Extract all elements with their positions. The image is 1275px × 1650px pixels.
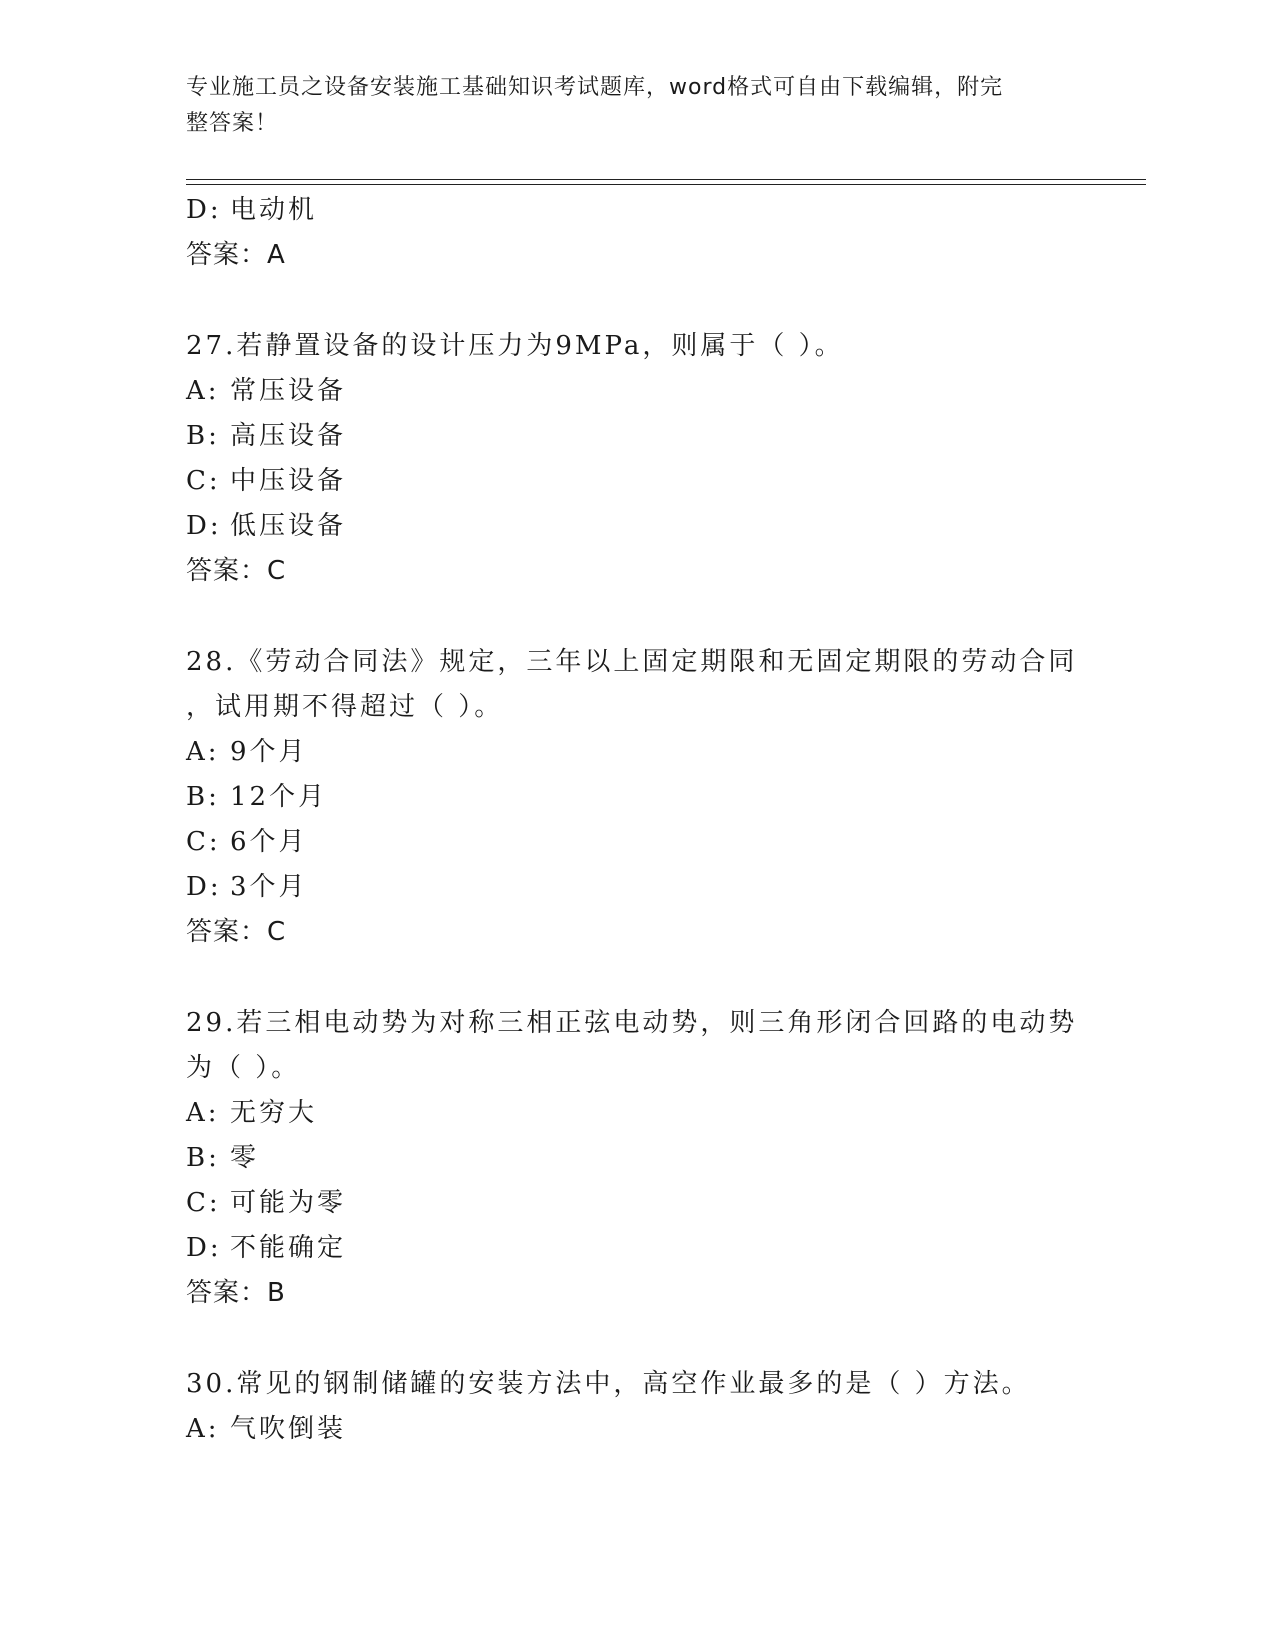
option-text: 无穷大 bbox=[230, 1098, 318, 1128]
option-b bbox=[186, 775, 1086, 820]
option-key: D: bbox=[186, 511, 222, 541]
option-text: 12个月 bbox=[230, 782, 328, 812]
question-text: 28.《劳动合同法》规定，三年以上固定期限和无固定期限的劳动合同 bbox=[186, 647, 1078, 677]
option-key: A: bbox=[186, 737, 220, 767]
option-text: 9个月 bbox=[230, 737, 308, 767]
header-line-2: 整答案！ bbox=[186, 111, 279, 136]
option-text: 低压设备 bbox=[230, 511, 347, 541]
option-text: 可能为零 bbox=[230, 1188, 347, 1218]
option-key: A: bbox=[186, 1414, 220, 1444]
option-text: 高压设备 bbox=[230, 421, 347, 451]
option-key: A: bbox=[186, 1098, 220, 1128]
option-text: 不能确定 bbox=[230, 1233, 347, 1263]
option-key: B: bbox=[186, 782, 220, 812]
spacer bbox=[186, 594, 1086, 640]
option-a bbox=[186, 730, 1086, 775]
option-d bbox=[186, 504, 1086, 549]
option-text: 电动机 bbox=[230, 195, 318, 225]
question-29 bbox=[186, 1001, 1086, 1316]
option-d bbox=[186, 188, 1086, 233]
option-c bbox=[186, 820, 1086, 865]
answer-line: 答案：A bbox=[186, 240, 286, 270]
option-a bbox=[186, 369, 1086, 414]
option-a bbox=[186, 1091, 1086, 1136]
option-key: D: bbox=[186, 195, 222, 225]
option-b bbox=[186, 1136, 1086, 1181]
option-key: B: bbox=[186, 421, 220, 451]
question-text: 29.若三相电动势为对称三相正弦电动势，则三角形闭合回路的电动势 bbox=[186, 1008, 1078, 1038]
question-30 bbox=[186, 1362, 1086, 1452]
option-key: A: bbox=[186, 376, 220, 406]
option-key: C: bbox=[186, 1188, 221, 1218]
question-text: 30.常见的钢制储罐的安装方法中，高空作业最多的是（ ）方法。 bbox=[186, 1369, 1031, 1399]
option-key: C: bbox=[186, 827, 221, 857]
option-text: 6个月 bbox=[230, 827, 308, 857]
option-d bbox=[186, 1226, 1086, 1271]
option-key: D: bbox=[186, 872, 222, 902]
option-text: 零 bbox=[230, 1143, 260, 1173]
spacer bbox=[186, 1316, 1086, 1362]
option-text: 中压设备 bbox=[230, 466, 347, 496]
answer-line: 答案：C bbox=[186, 556, 287, 586]
option-key: B: bbox=[186, 1143, 220, 1173]
option-text: 常压设备 bbox=[230, 376, 347, 406]
question-text: 27.若静置设备的设计压力为9MPa，则属于（ ）。 bbox=[186, 331, 844, 361]
question-28 bbox=[186, 640, 1086, 955]
question-text-continued: ，试用期不得超过（ ）。 bbox=[186, 692, 504, 722]
spacer bbox=[186, 955, 1086, 1001]
option-key: D: bbox=[186, 1233, 222, 1263]
option-c bbox=[186, 1181, 1086, 1226]
option-text: 3个月 bbox=[230, 872, 308, 902]
question-text-continued: 为（ ）。 bbox=[186, 1053, 301, 1083]
answer-line: 答案：C bbox=[186, 917, 287, 947]
option-text: 气吹倒装 bbox=[230, 1414, 347, 1444]
option-d bbox=[186, 865, 1086, 910]
spacer bbox=[186, 278, 1086, 324]
question-27 bbox=[186, 324, 1086, 594]
option-a bbox=[186, 1407, 1086, 1452]
answer-line: 答案：B bbox=[186, 1278, 286, 1308]
question-content bbox=[186, 188, 1086, 1452]
header-line-1: 专业施工员之设备安装施工基础知识考试题库，word格式可自由下载编辑，附完 bbox=[186, 75, 1004, 100]
option-c bbox=[186, 459, 1086, 504]
page-header bbox=[186, 70, 1066, 142]
option-b bbox=[186, 414, 1086, 459]
header-divider-top bbox=[186, 179, 1146, 180]
option-key: C: bbox=[186, 466, 221, 496]
header-divider-bottom bbox=[186, 184, 1146, 185]
